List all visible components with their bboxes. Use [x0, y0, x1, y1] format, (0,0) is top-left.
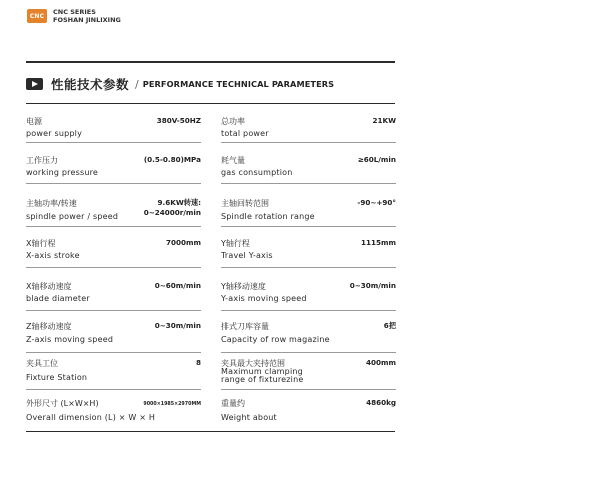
param-label-cn: 主轴功率/转速 [26, 199, 77, 208]
param-label-cn: X轴移动速度 [26, 282, 72, 291]
param-label-cn: Y轴行程 [221, 239, 250, 248]
param-label-cn: 总功率 [221, 117, 245, 126]
divider [221, 389, 396, 390]
param-value: 7000mm [166, 238, 201, 247]
param-label-en: Travel Y-axis [221, 251, 273, 260]
param-label-en: Fixture Station [26, 373, 88, 382]
param-label-en: blade diameter [26, 294, 90, 303]
param-label-cn: 夹具最大夹持范围 [221, 359, 285, 368]
param-label-cn: 夹具工位 [26, 359, 58, 368]
param-value: 400mm [366, 358, 396, 367]
divider [221, 226, 396, 227]
param-label-en: Spindle rotation range [221, 212, 315, 221]
param-label-en: Y-axis moving speed [221, 294, 307, 303]
param-gas-consumption [221, 155, 396, 184]
param-label-en-line2: range of fixturezine [221, 375, 304, 384]
param-label-en: power supply [26, 129, 83, 138]
brand-text [53, 8, 121, 24]
title-rule [26, 103, 395, 104]
param-x-axis-stroke [26, 238, 201, 268]
param-working-pressure [26, 155, 201, 184]
divider [26, 226, 201, 227]
param-label-en: total power [221, 129, 269, 138]
section-title [26, 75, 334, 93]
param-value: 0~60m/min [154, 281, 201, 290]
section-title-separator: / [135, 77, 139, 91]
divider [26, 389, 201, 390]
param-value: 21KW [372, 116, 396, 125]
param-label-en: working pressure [26, 168, 99, 177]
param-label-cn: 主轴回转范围 [221, 199, 269, 208]
param-label-cn: X轴行程 [26, 239, 56, 248]
param-label-en: Overall dimension (L) × W × H [26, 413, 156, 422]
param-label-cn: 耗气量 [221, 156, 245, 165]
param-y-axis-speed [221, 281, 396, 311]
param-label-en: Capacity of row magazine [221, 335, 330, 344]
param-z-axis-speed [26, 321, 201, 353]
param-value: 9.6KW转速: [157, 198, 201, 207]
param-label-cn: 排式刀库容量 [221, 322, 269, 331]
param-label-cn: 外形尺寸 (L×W×H) [26, 399, 99, 408]
param-power-supply [26, 116, 201, 143]
param-value-line2: 0~24000r/min [143, 208, 201, 217]
play-icon [26, 78, 43, 90]
param-value: -90~+90° [357, 198, 396, 207]
param-fixture-station [26, 358, 201, 390]
param-value: 4860kg [366, 398, 396, 407]
brand-series: CNC SERIES [53, 8, 96, 16]
brand-company: FOSHAN JINLIXING [53, 16, 121, 24]
param-label-cn: 重量约 [221, 399, 245, 408]
param-overall-dimension [26, 398, 201, 431]
param-label-cn: Z轴移动速度 [26, 322, 72, 331]
divider [221, 352, 396, 353]
divider [26, 352, 201, 353]
param-label-en: Z-axis moving speed [26, 335, 114, 344]
param-label-cn: 工作压力 [26, 156, 58, 165]
divider [26, 142, 201, 143]
param-value: 1115mm [361, 238, 396, 247]
divider [221, 267, 396, 268]
divider [26, 310, 201, 311]
param-label-en: X-axis stroke [26, 251, 80, 260]
param-label-en: Maximum clamping [221, 367, 303, 376]
param-weight [221, 398, 396, 431]
divider [221, 183, 396, 184]
divider [26, 267, 201, 268]
param-label-en: spindle power / speed [26, 212, 119, 221]
param-label-cn: 电源 [26, 117, 42, 126]
param-x-axis-speed [26, 281, 201, 311]
param-label-en: Weight about [221, 413, 277, 422]
param-label-cn: Y轴移动速度 [221, 282, 266, 291]
param-value: 0~30m/min [154, 321, 201, 330]
param-value: ≥60L/min [357, 155, 396, 164]
param-value: 8 [195, 358, 201, 367]
param-value: 6把 [383, 321, 396, 330]
param-value: 0~30m/min [349, 281, 396, 290]
brand-header [27, 8, 121, 24]
divider [221, 310, 396, 311]
top-rule [26, 61, 395, 63]
param-value: 380V-50HZ [156, 116, 201, 125]
bottom-rule [26, 431, 395, 432]
param-clamping-range [221, 358, 396, 390]
param-spindle-rotation [221, 198, 396, 227]
section-title-cn: 性能技术参数 [51, 77, 130, 92]
param-total-power [221, 116, 396, 143]
param-label-en: gas consumption [221, 168, 293, 177]
divider [26, 183, 201, 184]
section-title-en: PERFORMANCE TECHNICAL PARAMETERS [142, 79, 335, 89]
param-value: (0.5-0.80)MPa [143, 155, 201, 164]
param-y-axis-travel [221, 238, 396, 268]
param-spindle-power [26, 198, 201, 227]
param-magazine-capacity [221, 321, 396, 353]
divider [221, 142, 396, 143]
param-value: 9000×1985×2970MM [143, 402, 201, 407]
brand-logo-badge: CNC [27, 9, 47, 23]
